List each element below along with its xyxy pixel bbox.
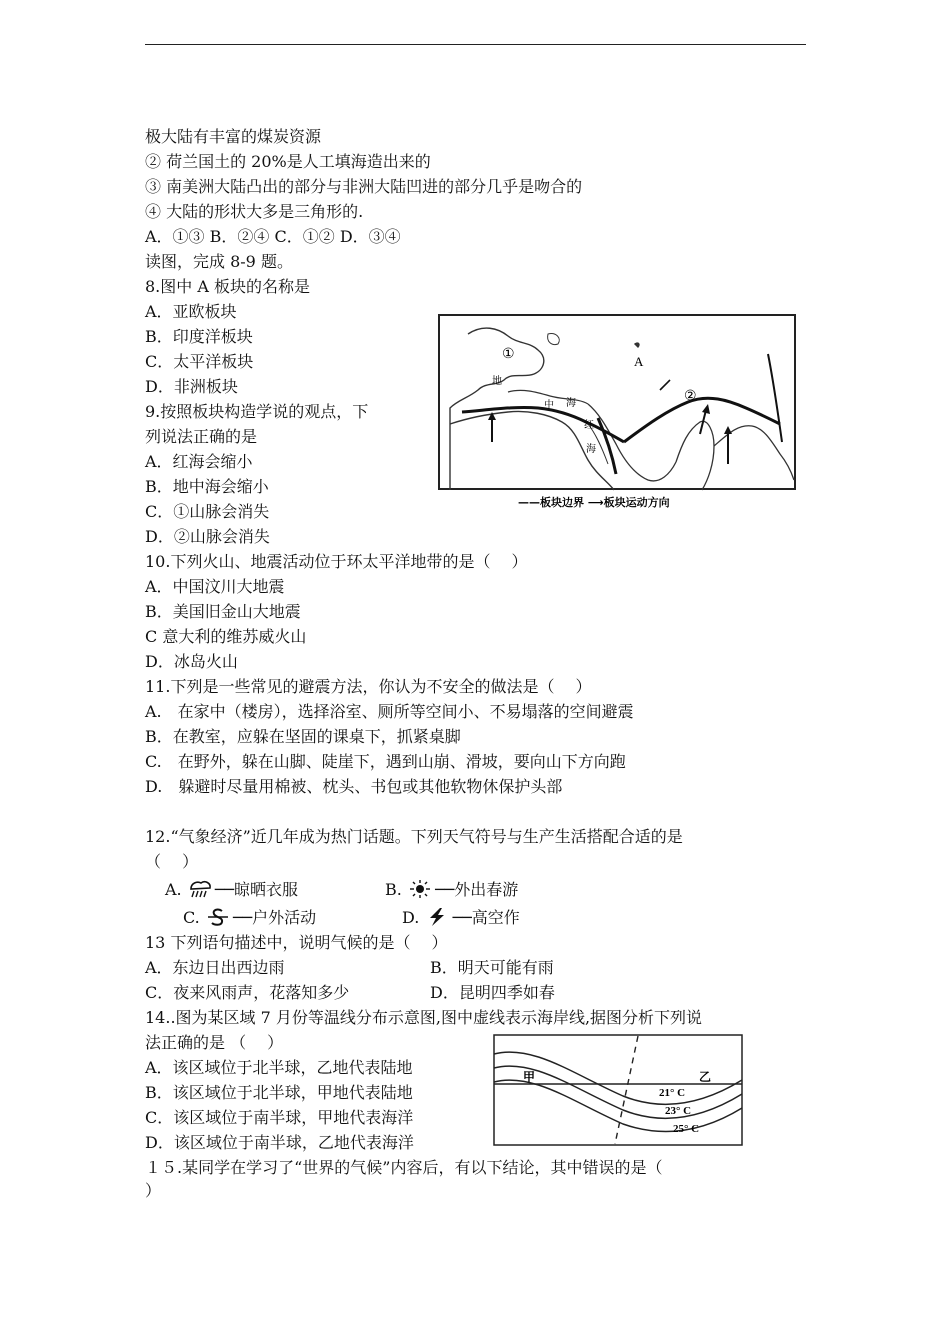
q14-stem-2: 法正确的是 （ ） — [145, 1033, 284, 1052]
q12-c-letter: C. — [183, 908, 200, 927]
q11-option-c: C. 在野外，躲在山脚、陡崖下，遇到山崩、滑坡，要向山下方向跑 — [145, 752, 626, 771]
q8-option-d: D．非洲板块 — [145, 377, 238, 396]
q11-option-a: A. 在家中（楼房），选择浴室、厕所等空间小、不易塌落的空间避震 — [145, 702, 634, 721]
q11-option-d: D. 躲避时尽量用棉被、枕头、书包或其他软物休保护头部 — [145, 777, 563, 796]
q12-option-b — [385, 879, 518, 901]
isomap-label-25: 25° C — [673, 1123, 700, 1135]
q8-option-a: A．亚欧板块 — [145, 302, 237, 321]
q7-line-1: 极大陆有丰富的煤炭资源 — [145, 127, 322, 146]
q8-stem: 8.图中 A 板块的名称是 — [145, 277, 310, 296]
q14-option-a: A．该区域位于北半球，乙地代表陆地 — [145, 1058, 413, 1077]
q14-option-c: C．该区域位于南半球，甲地代表海洋 — [145, 1108, 414, 1127]
q7-line-3: ③ 南美洲大陆凸出的部分与非洲大陆凹进的部分几乎是吻合的 — [145, 177, 583, 196]
q9-stem-2: 列说法正确的是 — [145, 427, 258, 446]
map-label-di: 地 — [492, 376, 502, 387]
map-label-hai: 海 — [566, 398, 576, 409]
q15-stem-2: ） — [145, 1181, 162, 1200]
plate-map — [438, 314, 796, 514]
q11-option-b: B．在教室，应躲在坚固的课桌下，抓紧桌脚 — [145, 727, 461, 746]
q12-b-letter: B. — [385, 880, 402, 899]
q7-line-2: ② 荷兰国土的 20%是人工填海造出来的 — [145, 152, 431, 171]
q14-option-d: D．该区域位于南半球，乙地代表海洋 — [145, 1133, 414, 1152]
q10-stem: 10.下列火山、地震活动位于环太平洋地带的是（ ） — [145, 552, 528, 571]
q14-stem-1: 14..图为某区域 7 月份等温线分布示意图,图中虚线表示海岸线,据图分析下列说 — [145, 1008, 703, 1027]
q8-option-b: B．印度洋板块 — [145, 327, 253, 346]
q9-stem-1: 9.按照板块构造学说的观点，下 — [145, 402, 369, 421]
map-label-zhong: 中 — [544, 400, 554, 411]
q13-option-a: A．东边日出西边雨 — [145, 958, 285, 977]
q10-option-a: A．中国汶川大地震 — [145, 577, 285, 596]
q9-option-b: B．地中海会缩小 — [145, 477, 269, 496]
q12-a-text: ──晾晒衣服 — [214, 880, 299, 899]
q13-option-b: B．明天可能有雨 — [430, 958, 554, 977]
q13-option-c: C．夜来风雨声，花落知多少 — [145, 983, 350, 1002]
q15-stem-1: １５.某同学在学习了“世界的气候”内容后，有以下结论，其中错误的是（ — [145, 1158, 663, 1177]
map-legend: ——板块边界 ⟶板块运动方向 — [518, 496, 670, 509]
q12-stem-2: （ ） — [145, 852, 199, 871]
q9-option-c: C．①山脉会消失 — [145, 502, 270, 521]
q12-b-text: ──外出春游 — [434, 880, 519, 899]
map-label-a: A — [634, 354, 644, 369]
q13-option-d: D．昆明四季如春 — [430, 983, 555, 1002]
q12-stem-1: 12.“气象经济”近几年成为热门话题。下列天气符号与生产生活搭配合适的是 — [145, 827, 683, 846]
map-frame — [439, 315, 795, 489]
q9-option-a: A．红海会缩小 — [145, 452, 253, 471]
isotherm-map — [493, 1034, 743, 1146]
q12-option-c — [183, 907, 316, 929]
map-label-hai-2: 海 — [586, 444, 596, 455]
map-label-mountain-1: ① — [502, 346, 515, 362]
isomap-label-jia: 甲 — [523, 1070, 536, 1084]
q8-option-c: C．太平洋板块 — [145, 352, 254, 371]
q13-stem: 13 下列语句描述中，说明气候的是（ ） — [145, 933, 448, 952]
q14-option-b: B．该区域位于北半球，甲地代表陆地 — [145, 1083, 413, 1102]
q10-option-c: C 意大利的维苏威火山 — [145, 627, 307, 646]
q12-c-text: ──户外活动 — [232, 908, 317, 927]
q7-line-4: ④ 大陆的形状大多是三角形的. — [145, 202, 364, 221]
lightning-icon — [424, 907, 450, 927]
q12-d-letter: D. — [402, 908, 420, 927]
isomap-label-21: 21° C — [659, 1087, 686, 1099]
sun-icon — [407, 879, 433, 899]
q9-option-d: D．②山脉会消失 — [145, 527, 270, 546]
q12-d-text: ──高空作 — [452, 908, 520, 927]
isomap-label-yi: 乙 — [699, 1070, 712, 1084]
q12-option-a — [165, 879, 298, 901]
isomap-frame — [494, 1035, 742, 1145]
q12-option-d — [402, 907, 520, 929]
q10-option-b: B．美国旧金山大地震 — [145, 602, 301, 621]
q12-a-letter: A. — [165, 880, 182, 899]
isomap-label-23: 23° C — [665, 1105, 692, 1117]
header-rule — [145, 44, 806, 45]
q11-stem: 11.下列是一些常见的避震方法，你认为不安全的做法是（ ） — [145, 677, 592, 696]
map-label-hong: 红 — [584, 420, 594, 431]
intro-8-9: 读图，完成 8-9 题。 — [145, 252, 293, 271]
sandstorm-icon — [205, 907, 231, 927]
rain-cloud-icon — [187, 879, 213, 899]
q10-option-d: D．冰岛火山 — [145, 652, 238, 671]
q7-options: A．①③ B．②④ C．①② D．③④ — [145, 227, 401, 246]
map-label-mountain-2: ② — [684, 388, 697, 404]
